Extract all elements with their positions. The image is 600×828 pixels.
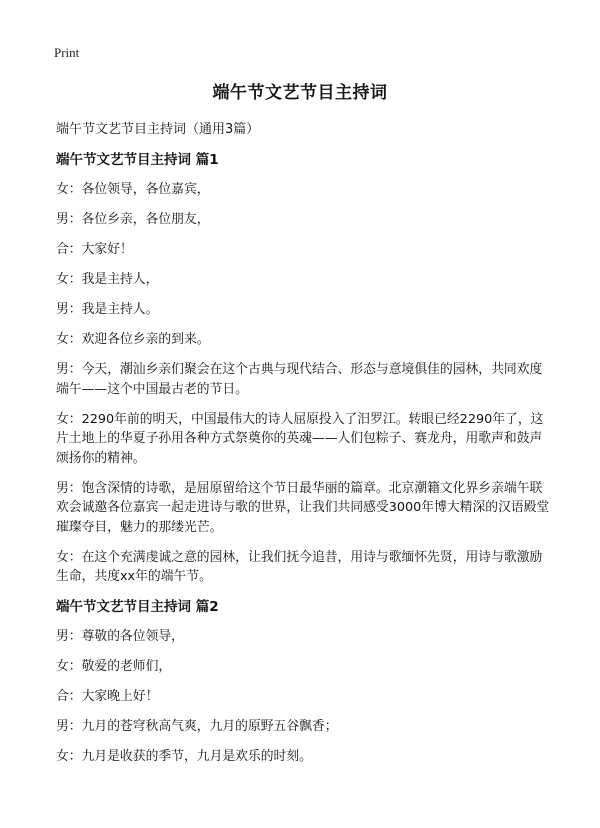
dialogue-line: 女：在这个充满虔诚之意的园林，让我们抚今追昔，用诗与歌缅怀先贤，用诗与歌激励生命，共度xx年的端午节。 xyxy=(56,549,543,584)
dialogue-line: 合：大家好！ xyxy=(56,242,133,257)
dialogue-line: 女：敬爱的老师们， xyxy=(56,659,172,674)
dialogue-line: 女：各位领导，各位嘉宾， xyxy=(56,182,210,197)
section-heading-1: 端午节文艺节目主持词 篇1 xyxy=(56,152,219,168)
dialogue-line: 男：今天，潮汕乡亲们聚会在这个古典与现代结合、形态与意境俱佳的园林，共同欢度端午——这个中国最古老的节日。 xyxy=(56,362,543,397)
document-subtitle: 端午节文艺节目主持词（通用3篇） xyxy=(56,122,260,137)
dialogue-line: 男：九月的苍穹秋高气爽，九月的原野五谷飘香； xyxy=(56,719,338,734)
dialogue-line: 女：2290年前的明天，中国最伟大的诗人屈原投入了汨罗江。转眼已经2290年了，这片土地上的华夏子孙用各种方式祭奠你的英魂——人们包粽子、赛龙舟，用歌声和鼓声颂扬你的精神。 xyxy=(56,411,544,466)
dialogue-line: 男：我是主持人。 xyxy=(56,302,159,317)
dialogue-line: 女：欢迎各位乡亲的到来。 xyxy=(56,332,210,347)
dialogue-line: 男：各位乡亲，各位朋友， xyxy=(56,212,210,227)
dialogue-line: 女：九月是收获的季节，九月是欢乐的时刻。 xyxy=(56,749,312,764)
dialogue-line: 男：饱含深情的诗歌，是屈原留给这个节日最华丽的篇章。北京潮籍文化界乡亲端午联欢会诚邀各位嘉宾一起走进诗与歌的世界，让我们共同感受3000年博大精深的汉语殿堂璀璨夺目，魅力的那缕光芒。 xyxy=(56,480,550,535)
print-link[interactable]: Print xyxy=(54,45,80,60)
dialogue-line: 男：尊敬的各位领导， xyxy=(56,629,184,644)
document-title: 端午节文艺节目主持词 xyxy=(212,83,388,103)
dialogue-line: 合：大家晚上好！ xyxy=(56,689,159,704)
section-heading-2: 端午节文艺节目主持词 篇2 xyxy=(56,599,219,615)
document-body xyxy=(56,120,552,777)
dialogue-line: 女：我是主持人， xyxy=(56,272,159,287)
